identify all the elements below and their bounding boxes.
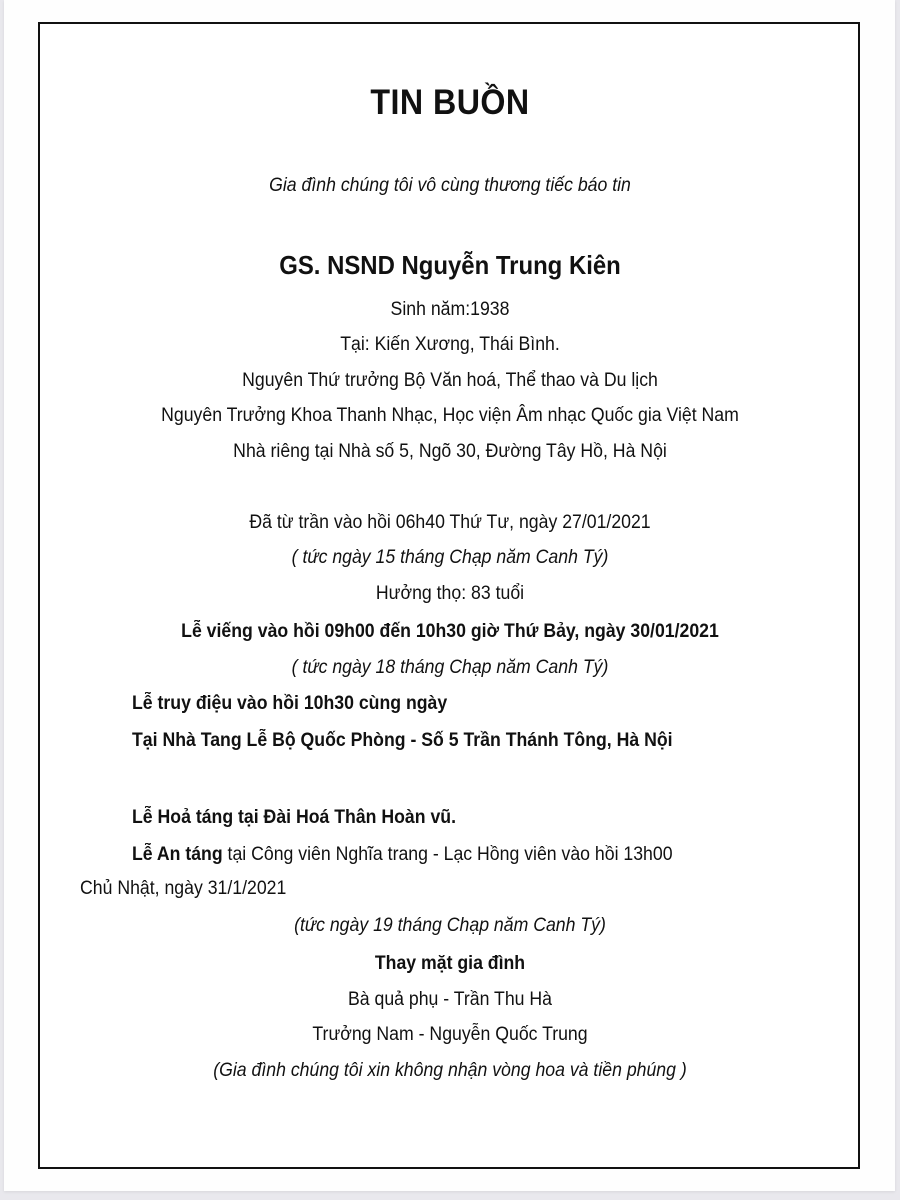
home-address: Nhà riêng tại Nhà số 5, Ngõ 30, Đường Tây Hồ, Hà Nội [233,441,667,462]
age-at-death: Hưởng thọ: 83 tuổi [375,583,525,604]
memorial-place: Tại Nhà Tang Lễ Bộ Quốc Phòng - Số 5 Trần Thánh Tông, Hà Nội [132,730,673,751]
deceased-name: GS. NSND Nguyễn Trung Kiên [279,250,621,280]
memorial-time: Lễ truy điệu vào hồi 10h30 cùng ngày [132,693,448,714]
visitation-lunar-date: ( tức ngày 18 tháng Chạp năm Canh Tý) [291,657,609,678]
former-position-academy: Nguyên Trưởng Khoa Thanh Nhạc, Học viện Âm nhạc Quốc gia Việt Nam [161,405,739,426]
death-lunar-date: ( tức ngày 15 tháng Chạp năm Canh Tý) [291,547,609,568]
burial-date: Chủ Nhật, ngày 31/1/2021 [80,878,287,899]
burial-info [132,843,673,867]
intro-text: Gia đình chúng tôi vô cùng thương tiếc báo tin [269,175,631,196]
birth-year: Sinh năm:1938 [390,299,510,320]
cremation-info: Lễ Hoả táng tại Đài Hoá Thân Hoàn vũ. [132,807,456,828]
former-position-ministry: Nguyên Thứ trưởng Bộ Văn hoá, Thể thao và Du lịch [242,370,658,391]
burial-lunar-date: (tức ngày 19 tháng Chạp năm Canh Tý) [294,915,606,936]
no-flowers-note: (Gia đình chúng tôi xin không nhận vòng hoa và tiền phúng ) [213,1060,687,1081]
birthplace: Tại: Kiến Xương, Thái Bình. [340,334,560,355]
family-heading: Thay mặt gia đình [374,953,526,974]
page-title: TIN BUỒN [370,83,530,122]
widow-name: Bà quả phụ - Trần Thu Hà [347,989,552,1010]
burial-text: tại Công viên Nghĩa trang - Lạc Hồng viên vào hồi 13h00 [222,844,673,865]
eldest-son-name: Trưởng Nam - Nguyễn Quốc Trung [312,1024,588,1045]
death-time: Đã từ trần vào hồi 06h40 Thứ Tư, ngày 27/01/2021 [249,512,651,533]
burial-label: Lễ An táng [132,844,223,865]
visitation-time: Lễ viếng vào hồi 09h00 đến 10h30 giờ Thứ Bảy, ngày 30/01/2021 [181,621,719,642]
